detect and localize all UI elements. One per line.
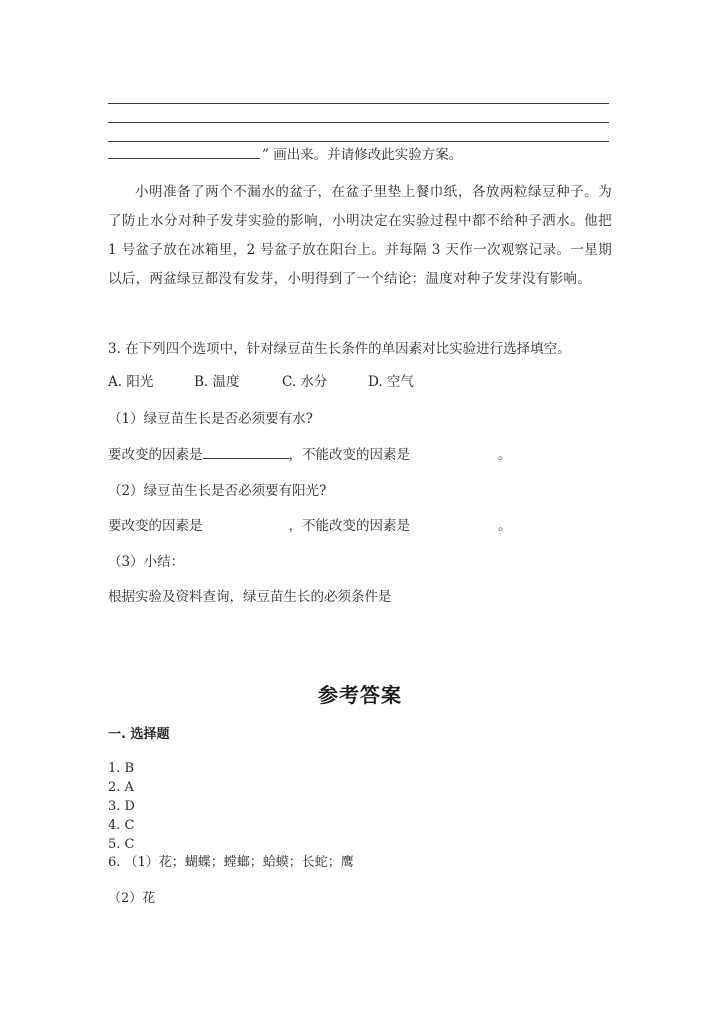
change-factor-label: 要改变的因素是: [108, 447, 203, 463]
answer-item-6: 6. （1）花；蝴蝶；螳螂；蛤蟆；长蛇；鹰: [108, 855, 354, 870]
answer-item-3: 3. D: [108, 799, 135, 814]
end-mark: 。: [498, 518, 512, 534]
answer-item-1: 1. B: [108, 761, 135, 776]
fixed-factor-label: ，不能改变的因素是: [288, 447, 410, 463]
sub-question-1: （1）绿豆苗生长是否必须要有水?: [108, 411, 313, 427]
option-b: B. 温度: [194, 374, 240, 390]
answer-item-4: 4. C: [108, 818, 135, 833]
sub-question-3: （3）小结：: [108, 554, 185, 570]
summary-line: 根据实验及资料查询，绿豆苗生长的必须条件是: [108, 589, 392, 605]
option-d: D. 空气: [368, 374, 414, 390]
sub-question-2: （2）绿豆苗生长是否必须要有阳光?: [108, 483, 327, 499]
answer-line-2: [108, 122, 609, 123]
section-1-heading: 一. 选择题: [108, 727, 170, 742]
sub-question-1-fill: [108, 444, 512, 465]
fixed-factor-label: ，不能改变的因素是: [288, 518, 410, 534]
question-3-options: [108, 372, 414, 392]
question-3-stem: 3. 在下列四个选项中，针对绿豆苗生长条件的单因素对比实验进行选择填空。: [108, 341, 571, 357]
option-a: A. 阳光: [108, 374, 154, 390]
answer-item-2: 2. A: [108, 780, 134, 795]
answer-item-6-part-2: （2）花: [108, 891, 156, 906]
option-c: C. 水分: [282, 374, 328, 390]
change-factor-blank[interactable]: [203, 444, 289, 459]
answer-item-5: 5. C: [108, 837, 135, 852]
end-mark: 。: [498, 447, 512, 463]
change-factor-label: 要改变的因素是: [108, 518, 203, 534]
answer-line-4-short: [108, 158, 260, 159]
answer-line-1: [108, 103, 609, 104]
rule-closing-text: ” 画出来。并请修改此实验方案。: [262, 147, 463, 163]
scenario-paragraph: 小明准备了两个不漏水的盆子，在盆子里垫上餐巾纸，各放两粒绿豆种子。为了防止水分对种子发芽实验的影响，小明决定在实验过程中都不给种子洒水。他把 1 号盆子放在冰箱里，2 号盆子放在阳台上。并每隔 3 天作一次观察记录。一星期以后，两盆绿豆都没有发芽，小明得到了一个结论：温度对种子发芽没有影响。: [108, 184, 612, 287]
sub-question-2-fill: [108, 516, 512, 536]
answer-key-title: 参考答案: [318, 683, 402, 707]
answer-line-3: [108, 141, 609, 142]
